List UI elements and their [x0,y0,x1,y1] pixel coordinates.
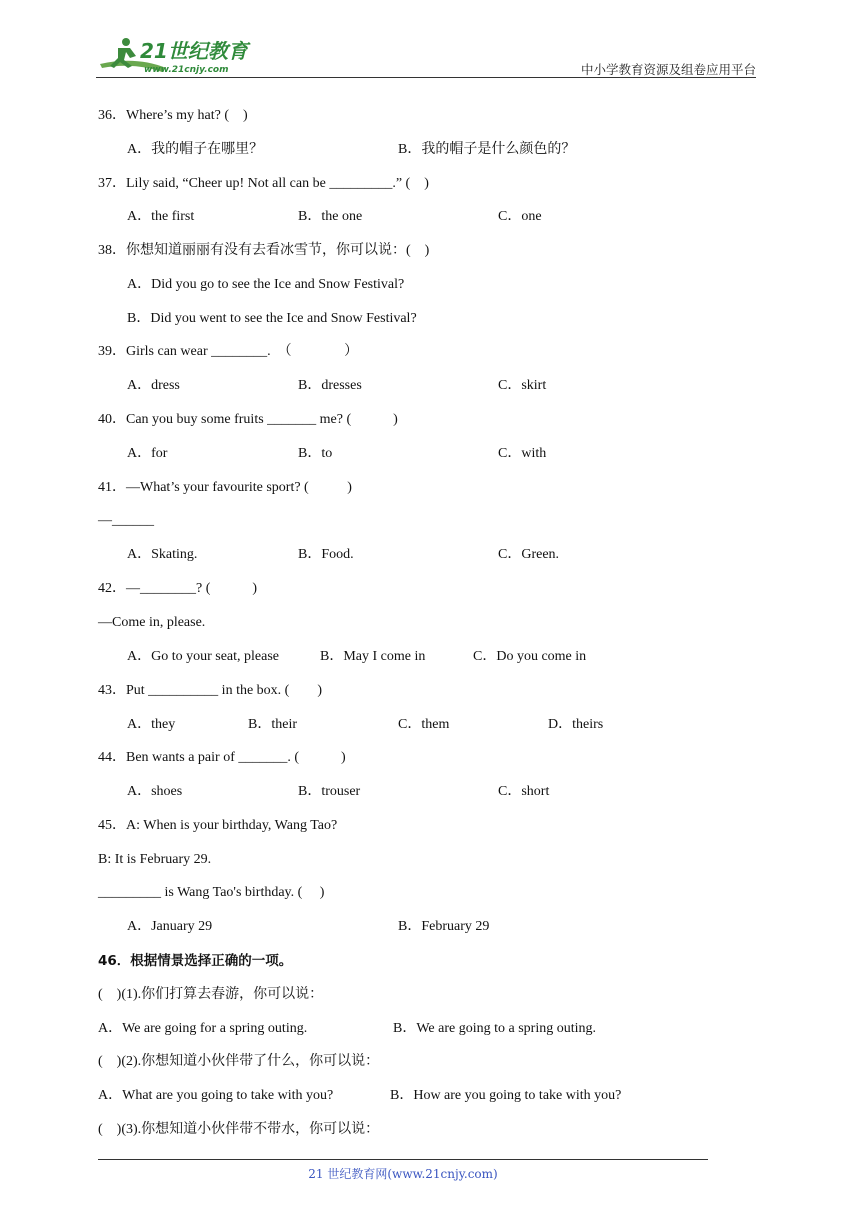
question-46-sub-2-stem: ( )(2).你想知道小伙伴带了什么，你可以说： [98,1054,380,1069]
question-46-sub-1-stem: ( )(1).你们打算去春游，你可以说： [98,987,324,1002]
question-38-stem: 38．你想知道丽丽有没有去看冰雪节，你可以说：( ) [98,243,430,258]
question-37-option-b: B．the one [298,209,363,224]
question-43-option-b: B．their [248,717,297,732]
question-46-stem: 46．根据情景选择正确的一项。 [98,953,293,969]
header-platform-text: 中小学教育资源及组卷应用平台 [580,62,756,77]
question-41-answer-line: —______ [98,513,154,528]
question-43-option-a: A．they [127,717,176,732]
question-46-sub-1-option-b: B．We are going to a spring outing. [393,1021,597,1036]
question-38-option-b: B．Did you went to see the Ice and Snow Festival? [127,311,417,326]
question-39-option-b: B．dresses [298,378,362,393]
question-36-stem: 36．Where’s my hat? ( ) [98,108,248,123]
svg-text:21世纪教育: 21世纪教育 [140,39,248,63]
question-36-option-b: B．我的帽子是什么颜色的？ [398,142,576,157]
question-45-line-2: B: It is February 29. [98,852,212,867]
question-46-sub-3-stem: ( )(3).你想知道小伙伴带不带水，你可以说： [98,1122,380,1137]
question-40-option-b: B．to [298,446,333,461]
question-46-sub-2-option-a: A．What are you going to take with you? [98,1088,334,1103]
question-44-option-b: B．trouser [298,784,361,799]
question-39-option-c: C．skirt [498,378,547,393]
question-40-option-a: A．for [127,446,168,461]
question-42-option-b: B．May I come in [320,649,426,664]
site-logo [96,34,266,78]
question-40-option-c: C．with [498,446,547,461]
question-41-stem: 41．—What’s your favourite sport? ( ) [98,480,352,495]
question-44-option-a: A．shoes [127,784,183,799]
question-45-stem: 45．A: When is your birthday, Wang Tao? [98,818,338,833]
question-43-option-c: C．them [398,717,450,732]
question-41-option-b: B．Food. [298,547,354,562]
svg-text:www.21cnjy.com: www.21cnjy.com [144,65,229,75]
question-38-option-a: A．Did you go to see the Ice and Snow Festival? [127,277,405,292]
question-45-line-3: _________ is Wang Tao's birthday. ( ) [98,885,325,900]
question-45-option-a: A．January 29 [127,919,213,934]
question-36-option-a: A．我的帽子在哪里？ [127,142,264,157]
question-43-option-d: D．theirs [548,717,604,732]
question-43-stem: 43．Put __________ in the box. ( ) [98,683,322,698]
question-37-option-c: C．one [498,209,542,224]
question-46-sub-1-option-a: A．We are going for a spring outing. [98,1021,308,1036]
header-divider [96,77,756,78]
question-37-option-a: A．the first [127,209,195,224]
question-37-stem: 37．Lily said, “Cheer up! Not all can be _________.” ( ) [98,176,429,191]
question-45-option-b: B．February 29 [398,919,490,934]
question-44-option-c: C．short [498,784,550,799]
question-40-stem: 40．Can you buy some fruits _______ me? ( ) [98,412,398,427]
question-41-option-c: C．Green. [498,547,560,562]
question-39-option-a: A．dress [127,378,180,393]
footer-divider [98,1159,708,1160]
question-41-option-a: A．Skating. [127,547,198,562]
page-header [96,30,756,78]
question-42-stem: 42．—________? ( ) [98,581,258,596]
question-42-option-a: A．Go to your seat, please [127,649,280,664]
question-42-response: —Come in, please. [98,615,206,630]
question-39-stem: 39．Girls can wear ________. （ ） [98,344,359,359]
footer-text: 21 世纪教育网(www.21cnjy.com) [308,1167,498,1181]
question-44-stem: 44．Ben wants a pair of _______. ( ) [98,750,346,765]
question-42-option-c: C．Do you come in [473,649,587,664]
question-46-sub-2-option-b: B．How are you going to take with you? [390,1088,622,1103]
